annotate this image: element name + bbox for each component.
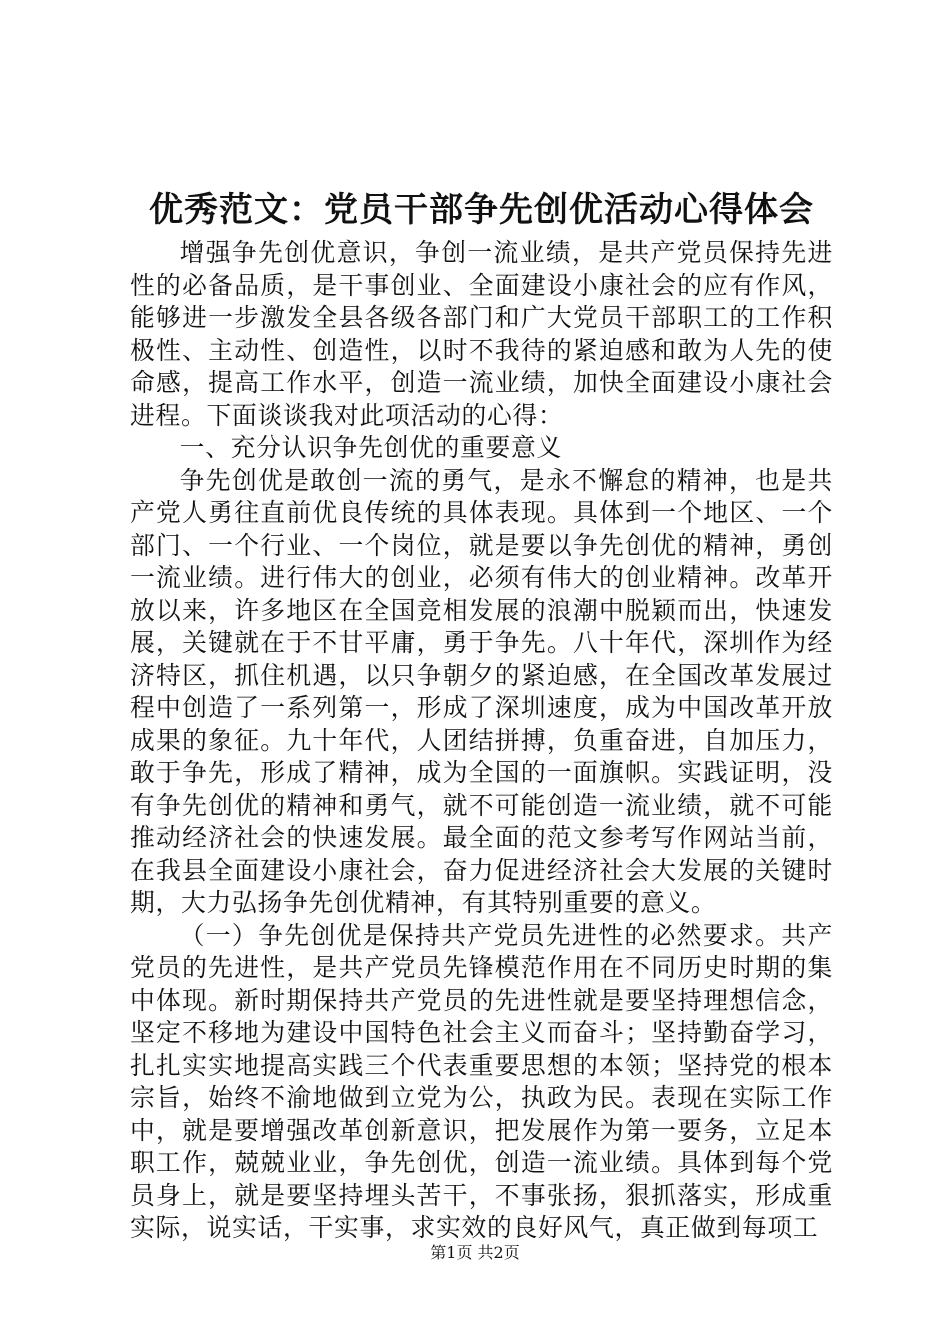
document-title: 优秀范文：党员干部争先创优活动心得体会 (149, 190, 814, 230)
page-number-footer: 第1页 共2页 (430, 1243, 520, 1262)
section-heading: 一、充分认识争先创优的重要意义 (179, 433, 563, 462)
document-page (130, 185, 833, 1245)
body-paragraph: （一）争先创优是保持共产党员先进性的必然要求。共产党员的先进性，是共产党员先锋模范作用在不同历史时期的集中体现。新时期保持共产党员的先进性就是要坚持理想信念，坚定不移地为建设中国特色社会主义而奋斗；坚持勤奋学习，扎扎实实地提高实践三个代表重要思想的本领；坚持党的根本宗旨，始终不渝地做到立党为公，执政为民。表现在实际工作中，就是要增强改革创新意识，把发展作为第一要务，立足本职工作，兢兢业业，争先创优，创造一流业绩。具体到每个党员身上，就是要坚持埋头苦干，不事张扬，狠抓落实，形成重实际，说实话，干实事，求实效的良好风气，真正做到每项工 (130, 920, 833, 1242)
body-paragraph: 争先创优是敢创一流的勇气，是永不懈怠的精神，也是共产党人勇往直前优良传统的具体表现。具体到一个地区、一个部门、一个行业、一个岗位，就是要以争先创优的精神，勇创一流业绩。进行伟大的创业，必须有伟大的创业精神。改革开放以来，许多地区在全国竞相发展的浪潮中脱颖而出，快速发展，关键就在于不甘平庸，勇于争先。八十年代，深圳作为经济特区，抓住机遇，以只争朝夕的紧迫感，在全国改革发展过程中创造了一系列第一，形成了深圳速度，成为中国改革开放成果的象征。九十年代，人团结拼搏，负重奋进，自加压力，敢于争先，形成了精神，成为全国的一面旗帜。实践证明，没有争先创优的精神和勇气，就不可能创造一流业绩，就不可能推动经济社会的快速发展。最全面的范文参考写作网站当前，在我县全面建设小康社会，奋力促进经济社会大发展的关键时期，大力弘扬争先创优精神，有其特别重要的意义。 (130, 465, 833, 917)
intro-paragraph: 增强争先创优意识，争创一流业绩，是共产党员保持先进性的必备品质，是干事创业、全面建设小康社会的应有作风，能够进一步激发全县各级各部门和广大党员干部职工的工作积极性、主动性、创造性，以时不我待的紧迫感和敢为人先的使命感，提高工作水平，创造一流业绩，加快全面建设小康社会进程。下面谈谈我对此项活动的心得： (130, 238, 833, 430)
